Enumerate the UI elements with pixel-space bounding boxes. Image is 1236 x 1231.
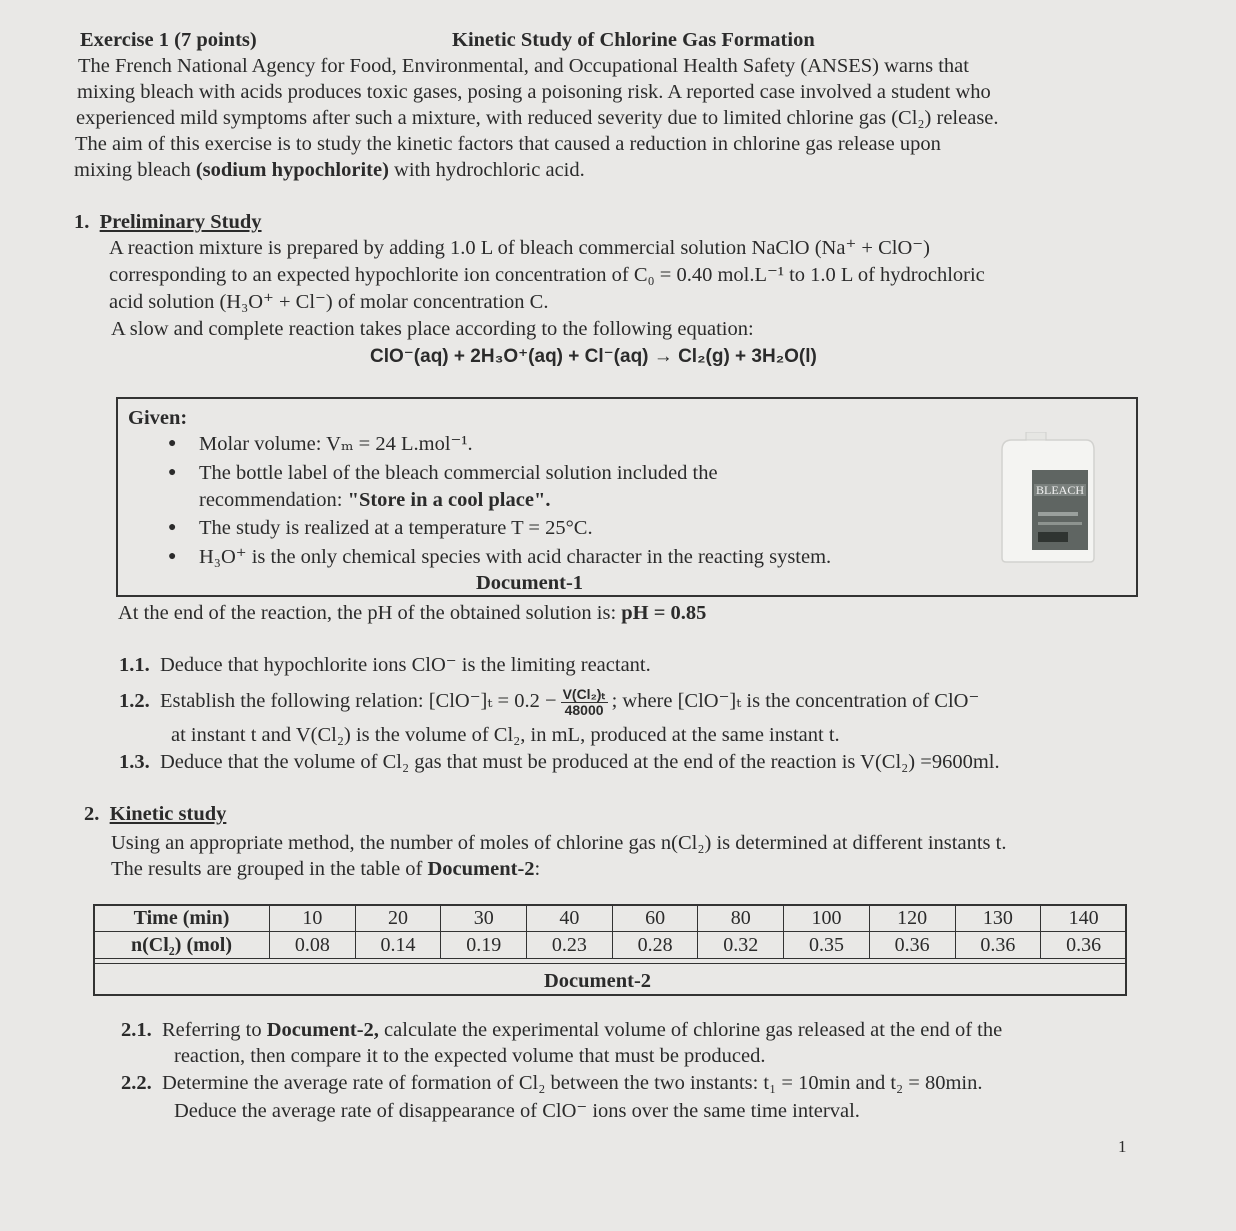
ph-line: [118, 600, 706, 626]
section1-line-3: acid solution (H₃O⁺ + Cl⁻) of molar concentration C.: [109, 291, 549, 313]
table-row-time: [94, 905, 1127, 932]
question-text: Deduce that hypochlorite ions ClO⁻ is the limiting reactant.: [160, 654, 651, 676]
table-cell: 60: [612, 905, 698, 932]
given-title: Given:: [128, 407, 188, 429]
fraction: [561, 687, 608, 718]
given-item-2: The bottle label of the bleach commercial solution included the: [199, 462, 718, 484]
intro-line-4: The aim of this exercise is to study the kinetic factors that caused a reduction in chlorine gas release upon: [75, 133, 941, 155]
section2-title: Kinetic study: [109, 803, 227, 825]
question-text: Determine the average rate of formation of Cl₂ between the two instants: t₁ = 10min and t₂ = 80min.: [162, 1072, 983, 1094]
reaction-equation: ClO⁻(aq) + 2H₃O⁺(aq) + Cl⁻(aq) → Cl₂(g) + 3H₂O(l): [370, 346, 817, 367]
table-row-moles: [94, 932, 1127, 959]
table-divider: [95, 963, 1125, 964]
section2-doc-ref: Document-2: [427, 858, 535, 880]
data-table: [93, 904, 1127, 959]
table-cell: 0.28: [612, 932, 698, 959]
fraction-numerator: V(Cl₂)ₜ: [562, 686, 606, 702]
table-cell: 30: [441, 905, 527, 932]
section1-line-2: corresponding to an expected hypochlorite ion concentration of C₀ = 0.40 mol.L⁻¹ to 1.0 L of hydrochloric: [109, 264, 985, 286]
document1-label: Document-1: [476, 572, 584, 594]
question-text: Deduce that the volume of Cl₂ gas that must be produced at the end of the reaction is V(Cl₂) =9600ml.: [160, 751, 1000, 773]
question-text-end: ; where [ClO⁻]ₜ is the concentration of ClO⁻: [611, 690, 980, 713]
bullet-icon: ●: [168, 549, 177, 564]
given-item-3: The study is realized at a temperature T = 25°C.: [199, 517, 593, 539]
ph-value: pH = 0.85: [621, 602, 707, 624]
bottle-label-text: BLEACH: [1036, 483, 1084, 497]
table-cell: 0.08: [270, 932, 356, 959]
table-cell: 130: [955, 905, 1041, 932]
given-item-2-cont: [199, 487, 550, 513]
question-number: 2.1.: [121, 1019, 152, 1041]
section2-line-2: [111, 856, 540, 882]
section2-line-1: Using an appropriate method, the number of moles of chlorine gas n(Cl₂) is determined at different instants t.: [111, 832, 1007, 854]
section2-number: 2.: [84, 803, 100, 825]
question-2-1: [121, 1017, 1002, 1043]
given-item-1: Molar volume: Vₘ = 24 L.mol⁻¹.: [199, 433, 473, 455]
question-1-3: [119, 749, 1000, 775]
ph-text: At the end of the reaction, the pH of the obtained solution is:: [118, 602, 622, 624]
question-text-end: calculate the experimental volume of chlorine gas released at the end of the: [378, 1019, 1003, 1041]
page-number: 1: [1118, 1137, 1127, 1156]
intro-line-2: mixing bleach with acids produces toxic gases, posing a poisoning risk. A reported case involved a student who: [77, 81, 991, 103]
section2-colon: :: [534, 858, 541, 880]
bullet-icon: ●: [168, 465, 177, 480]
document2-label: Document-2: [544, 970, 652, 992]
table-cell: 0.36: [955, 932, 1041, 959]
intro-text-end: with hydrochloric acid.: [388, 159, 585, 181]
table-cell: 0.32: [698, 932, 784, 959]
bullet-icon: ●: [168, 520, 177, 535]
section2-heading: [84, 801, 226, 827]
section1-number: 1.: [74, 211, 90, 233]
intro-line-1: The French National Agency for Food, Environmental, and Occupational Health Safety (ANSES) warns that: [78, 55, 969, 77]
question-number: 1.1.: [119, 654, 150, 676]
question-2-2-cont: Deduce the average rate of disappearance of ClO⁻ ions over the same time interval.: [174, 1100, 860, 1122]
question-2-2: [121, 1070, 983, 1096]
question-1-1: [119, 652, 651, 678]
table-header-moles: n(Cl₂) (mol): [94, 932, 270, 959]
table-cell: 10: [270, 905, 356, 932]
question-number: 1.2.: [119, 690, 150, 713]
table-cell: 0.23: [527, 932, 613, 959]
recommendation-prefix: recommendation:: [199, 489, 348, 511]
bleach-bottle-image: [996, 432, 1098, 564]
table-cell: 0.36: [1041, 932, 1127, 959]
exercise-label: Exercise 1 (7 points): [80, 29, 257, 51]
question-number: 1.3.: [119, 751, 150, 773]
table-header-time: Time (min): [94, 905, 270, 932]
question-2-1-cont: reaction, then compare it to the expected volume that must be produced.: [174, 1045, 766, 1067]
section1-heading: [74, 209, 262, 235]
question-text: Establish the following relation: [ClO⁻]ₜ = 0.2 −: [160, 690, 557, 713]
section1-line-1: A reaction mixture is prepared by adding 1.0 L of bleach commercial solution NaClO (Na⁺ + ClO⁻): [109, 237, 930, 259]
recommendation-text: "Store in a cool place".: [347, 489, 551, 511]
section1-title: Preliminary Study: [99, 211, 262, 233]
table-cell: 100: [784, 905, 870, 932]
table-cell: 120: [869, 905, 955, 932]
section2-text: The results are grouped in the table of: [111, 858, 428, 880]
section1-line-4: A slow and complete reaction takes place according to the following equation:: [111, 318, 754, 340]
question-text: Referring to: [162, 1019, 267, 1041]
bullet-icon: ●: [168, 436, 177, 451]
question-number: 2.2.: [121, 1072, 152, 1094]
table-cell: 0.36: [869, 932, 955, 959]
exercise-title: Kinetic Study of Chlorine Gas Formation: [452, 29, 815, 51]
table-cell: 40: [527, 905, 613, 932]
intro-line-5: [74, 157, 585, 183]
question-1-2: [119, 687, 979, 718]
question-1-2-cont: at instant t and V(Cl₂) is the volume of Cl₂, in mL, produced at the same instant t.: [171, 724, 840, 746]
table-cell: 0.35: [784, 932, 870, 959]
intro-bold: (sodium hypochlorite): [195, 159, 389, 181]
table-cell: 20: [355, 905, 441, 932]
table-cell: 0.19: [441, 932, 527, 959]
fraction-denominator: 48000: [564, 702, 604, 718]
table-cell: 140: [1041, 905, 1127, 932]
question-doc-ref: Document-2,: [266, 1019, 379, 1041]
table-cell: 0.14: [355, 932, 441, 959]
intro-line-3: experienced mild symptoms after such a mixture, with reduced severity due to limited chlorine gas (Cl₂) release.: [76, 107, 999, 129]
given-item-4: H₃O⁺ is the only chemical species with acid character in the reacting system.: [199, 546, 832, 568]
table-cell: 80: [698, 905, 784, 932]
intro-text: mixing bleach: [74, 159, 196, 181]
